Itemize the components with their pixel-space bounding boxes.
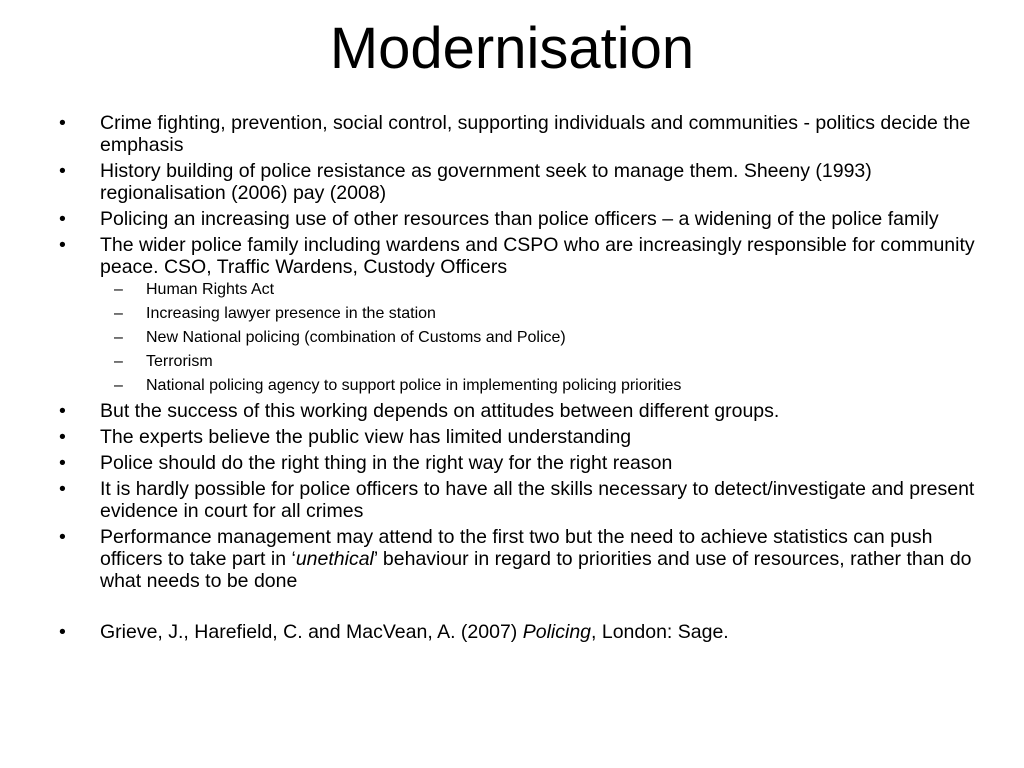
sub-bullet-item: – Terrorism [100, 352, 986, 371]
bullet-item: • It is hardly possible for police officers to have all the skills necessary to detect/investigate and present evidence in court for all crimes [56, 478, 986, 522]
bullet-text: The wider police family including wardens and CSPO who are increasingly responsible for community peace. CSO, Traffic Wardens, Custody Officers [100, 234, 975, 278]
bullet-item: • Crime fighting, prevention, social control, supporting individuals and communities - politics decide the emphasis [56, 112, 986, 156]
slide-title: Modernisation [329, 16, 695, 81]
sub-bullet-item: – National policing agency to support police in implementing policing priorities [100, 376, 986, 395]
reference-item [56, 621, 986, 643]
sub-bullet-list [100, 280, 986, 395]
italic-word: unethical [295, 548, 374, 570]
sub-bullet-item: – Human Rights Act [100, 280, 986, 299]
bullet-item: • Police should do the right thing in the right way for the right reason [56, 452, 986, 474]
bullet-item: • History building of police resistance as government seek to manage them. Sheeny (1993) regionalisation (2006) pay (2008) [56, 160, 986, 204]
bullet-list [56, 112, 986, 647]
sub-bullet-item: – Increasing lawyer presence in the station [100, 304, 986, 323]
reference-text: Grieve, J., Harefield, C. and MacVean, A. (2007) [100, 621, 523, 643]
bullet-text: ’ behaviour in regard to priorities and use of resources, rather than do what needs to be done [100, 548, 972, 592]
reference-book-title: Policing [522, 621, 592, 643]
reference-text: , London: Sage. [591, 621, 729, 643]
bullet-item: • The experts believe the public view has limited understanding [56, 426, 986, 448]
bullet-item: • Policing an increasing use of other resources than police officers – a widening of the police family [56, 208, 986, 230]
bullet-item [56, 234, 986, 395]
sub-bullet-item: – New National policing (combination of Customs and Police) [100, 328, 986, 347]
bullet-item [56, 526, 986, 592]
bullet-item: • But the success of this working depends on attitudes between different groups. [56, 400, 986, 422]
bullet-text: Performance management may attend to the first two but the need to achieve statistics can push officers to take part in ‘ [100, 526, 933, 570]
